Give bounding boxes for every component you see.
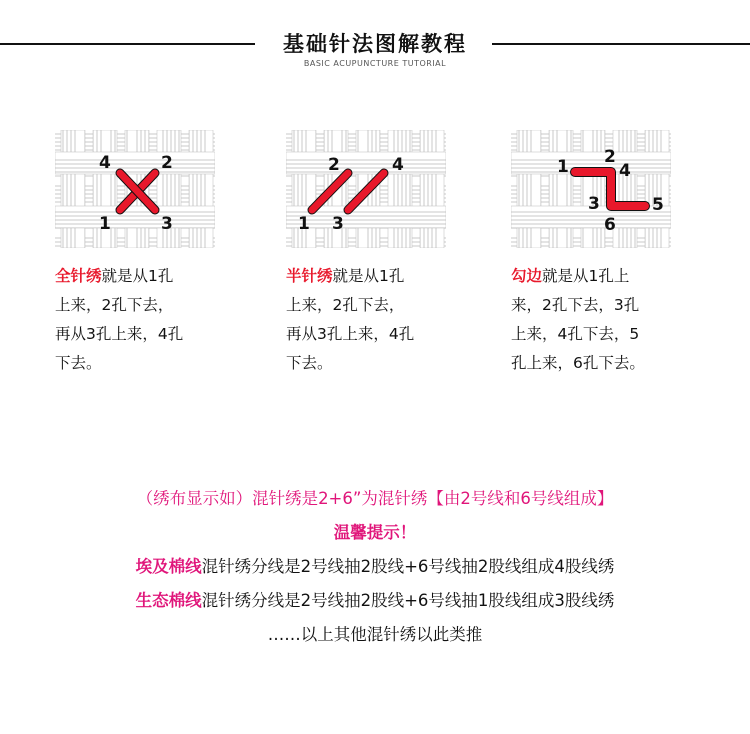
hole-number: 3 <box>332 214 344 234</box>
desc-line: 就是从1孔上 <box>542 267 630 285</box>
hole-number: 4 <box>619 161 631 181</box>
desc-line: 上来，2孔下去， <box>286 296 405 314</box>
hole-number: 2 <box>161 153 173 173</box>
desc-line: 上来，4孔下去，5 <box>511 325 640 343</box>
stitch-card-outline <box>511 130 671 378</box>
hole-number: 3 <box>588 194 600 214</box>
hole-number: 2 <box>604 147 616 167</box>
note-egyptian-cotton <box>0 550 750 584</box>
outline-stitch-diagram <box>511 130 671 248</box>
stitch-description <box>286 262 446 378</box>
desc-line: 就是从1孔 <box>332 267 405 285</box>
hole-number: 6 <box>604 215 616 235</box>
stitch-card-half <box>286 130 446 378</box>
desc-line: 就是从1孔 <box>101 267 174 285</box>
desc-line: 来，2孔下去，3孔 <box>511 296 640 314</box>
desc-line: 再从3孔上来，4孔 <box>286 325 415 343</box>
stitch-card-full <box>55 130 215 378</box>
stitch-description <box>55 262 215 378</box>
stitch-description <box>511 262 671 378</box>
note-text: 混针绣分线是2号线抽2股线+6号线抽2股线组成4股线绣 <box>201 557 615 576</box>
desc-line: 再从3孔上来，4孔 <box>55 325 184 343</box>
hole-number: 1 <box>99 214 111 234</box>
full-stitch-diagram <box>55 130 215 248</box>
notes-section <box>0 482 750 652</box>
hole-number: 1 <box>298 214 310 234</box>
desc-line: 上来，2孔下去， <box>55 296 174 314</box>
hole-number: 1 <box>557 157 569 177</box>
stitch-keyword: 勾边 <box>511 267 543 285</box>
page-subtitle: BASIC ACUPUNCTURE TUTORIAL <box>303 59 447 68</box>
desc-line: 孔上来，6孔下去。 <box>511 354 645 372</box>
note-mixed-stitch: （绣布显示如）混针绣是2+6”为混针绣【由2号线和6号线组成】 <box>136 489 614 508</box>
note-label: 生态棉线 <box>135 591 202 610</box>
note-text: 混针绣分线是2号线抽2股线+6号线抽1股线组成3股线绣 <box>201 591 615 610</box>
hole-number: 3 <box>161 214 173 234</box>
stitch-keyword: 全针绣 <box>55 267 102 285</box>
note-eco-cotton <box>0 584 750 618</box>
hole-number: 4 <box>392 155 404 175</box>
stitch-keyword: 半针绣 <box>286 267 333 285</box>
note-label: 埃及棉线 <box>135 557 202 576</box>
desc-line: 下去。 <box>286 354 333 372</box>
hole-number: 5 <box>652 195 664 215</box>
page-title: 基础针法图解教程 <box>283 32 467 56</box>
hole-number: 4 <box>99 153 111 173</box>
note-tip-heading: 温馨提示！ <box>333 523 417 542</box>
fabric-weave <box>511 130 671 248</box>
desc-line: 下去。 <box>55 354 102 372</box>
hole-number: 2 <box>328 155 340 175</box>
header <box>0 22 750 72</box>
note-etc: ……以上其他混针绣以此类推 <box>267 625 483 644</box>
half-stitch-diagram <box>286 130 446 248</box>
